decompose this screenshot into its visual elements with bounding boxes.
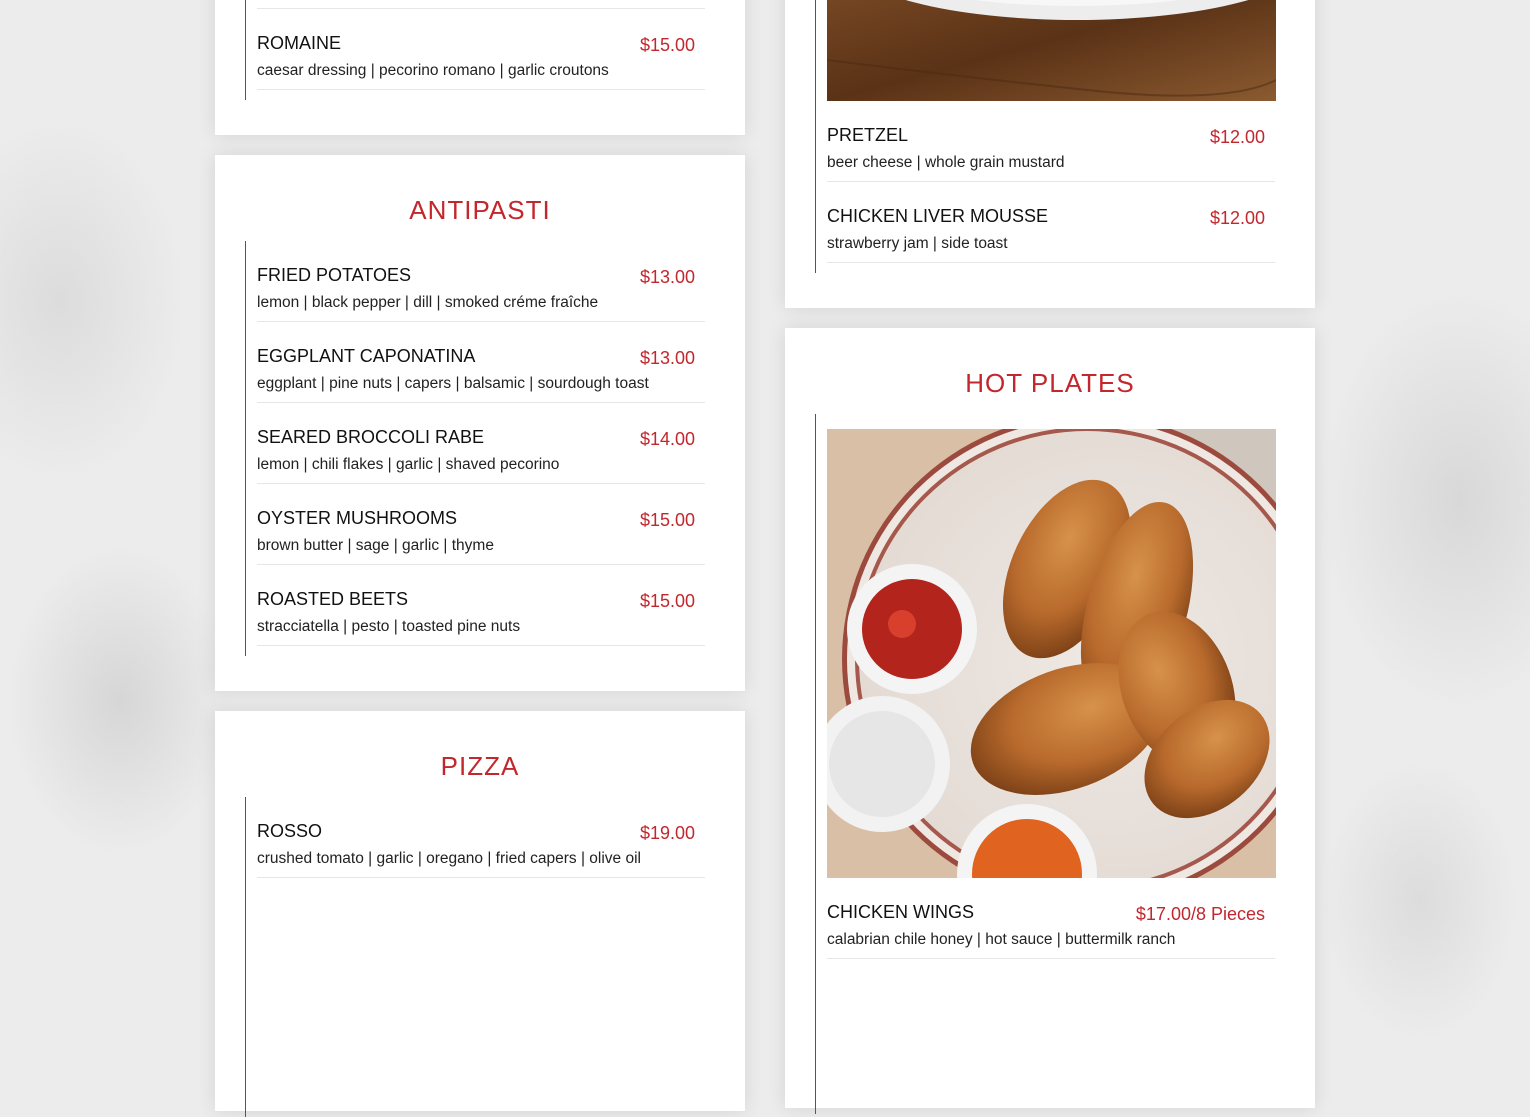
item-description: caesar dressing | pecorino romano | garlic croutons <box>257 62 609 79</box>
snacks-list <box>815 0 1275 273</box>
item-name: FRIED POTATOES <box>257 265 412 285</box>
item-name: SEARED BROCCOLI RABE <box>257 427 485 447</box>
item-name: CHICKEN LIVER MOUSSE <box>827 206 1049 226</box>
menu-item[interactable] <box>257 9 705 90</box>
item-name: ROMAINE <box>257 33 342 53</box>
chicken-wings-photo <box>827 429 1276 878</box>
item-description: lemon | chili flakes | garlic | shaved pecorino <box>257 456 560 473</box>
item-name: EGGPLANT CAPONATINA <box>257 346 476 366</box>
item-price: $17.00/8 Pieces <box>1135 904 1265 924</box>
item-price: $15.00 <box>639 35 695 55</box>
item-price: $13.00 <box>639 348 695 368</box>
menu-item[interactable] <box>257 403 705 484</box>
menu-item[interactable] <box>257 322 705 403</box>
pizza-list <box>245 797 705 1117</box>
menu-item[interactable] <box>257 484 705 565</box>
item-price: $12.00 <box>1209 127 1265 147</box>
item-description: beer cheese | whole grain mustard <box>827 154 1065 171</box>
pizza-card <box>215 711 745 1111</box>
item-name: PRETZEL <box>827 125 909 145</box>
item-price: $15.00 <box>639 510 695 530</box>
section-title: ANTIPASTI <box>409 195 551 225</box>
section-title: HOT PLATES <box>965 368 1135 398</box>
item-price: $12.00 <box>1209 208 1265 228</box>
menu-item[interactable] <box>827 878 1275 959</box>
item-price: $14.00 <box>639 429 695 449</box>
antipasti-card <box>215 155 745 691</box>
antipasti-list <box>245 241 705 656</box>
menu-item[interactable] <box>827 182 1275 263</box>
item-description: lemon | black pepper | dill | smoked créme fraîche <box>257 294 599 311</box>
salads-card <box>215 0 745 135</box>
hot-plates-list <box>815 414 1275 1114</box>
menu-item[interactable] <box>827 101 1275 182</box>
item-description: brown butter | sage | garlic | thyme <box>257 537 494 554</box>
item-price: $15.00 <box>639 591 695 611</box>
item-name: ROSSO <box>257 821 323 841</box>
salads-list <box>245 0 705 100</box>
item-price: $13.00 <box>639 267 695 287</box>
item-price: $19.00 <box>639 823 695 843</box>
item-description: stracciatella | pesto | toasted pine nuts <box>257 618 521 635</box>
snacks-card <box>785 0 1315 308</box>
section-title: PIZZA <box>440 751 520 781</box>
item-description: strawberry jam | side toast <box>827 235 1008 252</box>
item-name: OYSTER MUSHROOMS <box>257 508 458 528</box>
item-description: calabrian chile honey | hot sauce | buttermilk ranch <box>827 931 1176 948</box>
hot-plates-card <box>785 328 1315 1108</box>
menu-item[interactable] <box>257 797 705 878</box>
item-name: ROASTED BEETS <box>257 589 409 609</box>
item-description: eggplant | pine nuts | capers | balsamic | sourdough toast <box>257 375 649 392</box>
menu-item[interactable] <box>257 565 705 646</box>
item-name: CHICKEN WINGS <box>827 902 975 922</box>
dish-photo <box>827 0 1276 101</box>
menu-item[interactable] <box>257 241 705 322</box>
item-description: crushed tomato | garlic | oregano | fried capers | olive oil <box>257 850 641 867</box>
